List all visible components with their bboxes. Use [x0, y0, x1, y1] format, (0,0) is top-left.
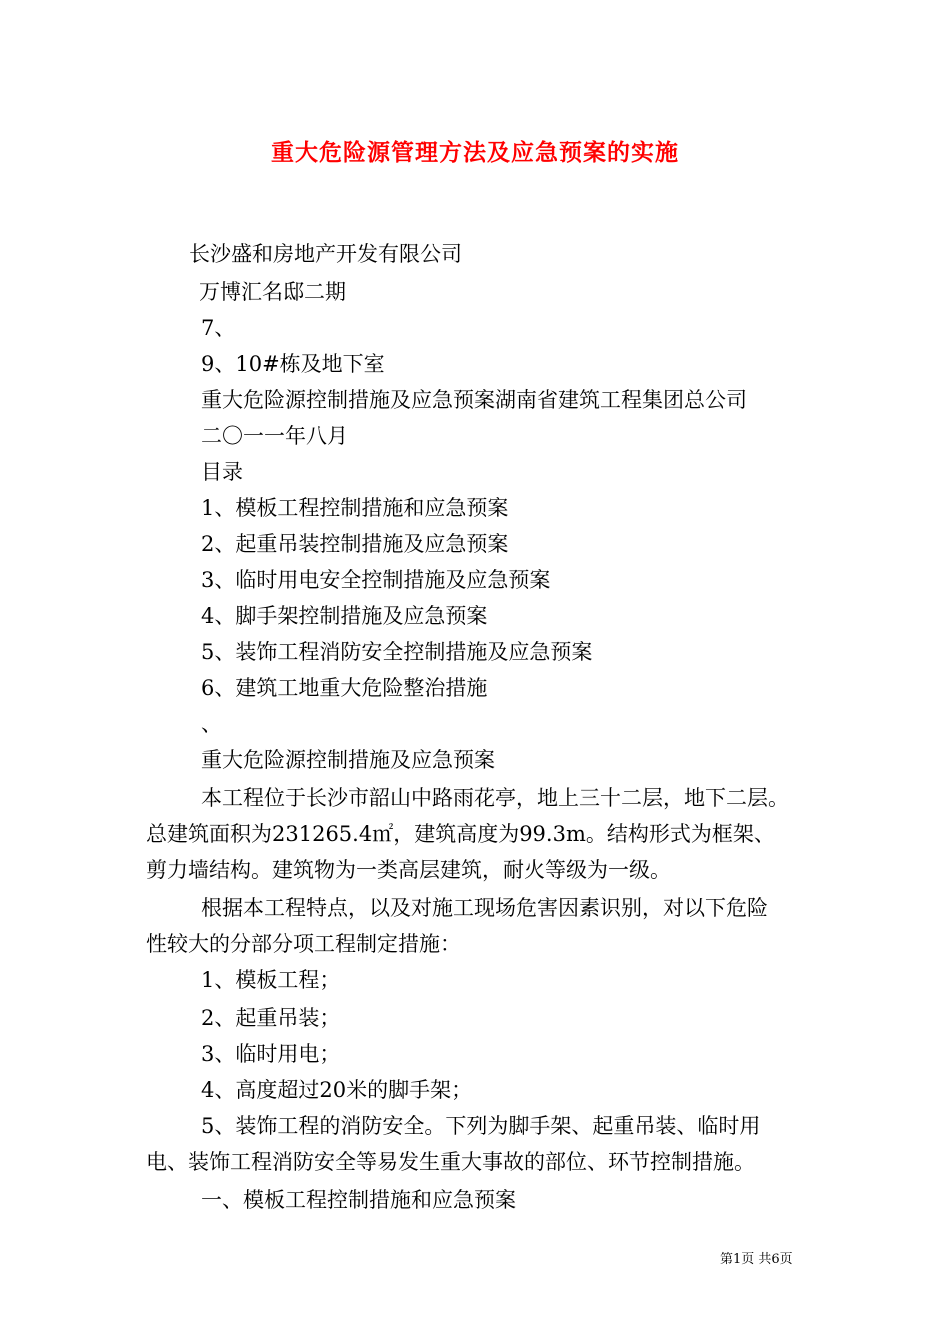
list-item: 4、高度超过20米的脚手架； — [201, 1078, 473, 1102]
toc-item: 6、建筑工地重大危险整治措施 — [201, 676, 488, 700]
paragraph-line: 本工程位于长沙市韶山中路雨花亭，地上三十二层，地下二层。 — [201, 786, 789, 810]
paragraph-line: 剪力墙结构。建筑物为一类高层建筑，耐火等级为一级。 — [146, 858, 671, 882]
toc-heading: 目录 — [201, 460, 243, 484]
cover-subtitle: 重大危险源控制措施及应急预案湖南省建筑工程集团总公司 — [201, 388, 747, 412]
cover-date: 二〇一一年八月 — [201, 424, 348, 448]
toc-item: 2、起重吊装控制措施及应急预案 — [201, 532, 509, 556]
toc-item: 4、脚手架控制措施及应急预案 — [201, 604, 488, 628]
subsection-heading: 一、模板工程控制措施和应急预案 — [201, 1188, 516, 1212]
list-item: 5、装饰工程的消防安全。下列为脚手架、起重吊装、临时用 — [201, 1114, 761, 1138]
cover-company: 长沙盛和房地产开发有限公司 — [189, 242, 462, 266]
cover-project: 万博汇名邸二期 — [199, 280, 346, 304]
cover-building-b: 9、10#栋及地下室 — [201, 352, 385, 376]
section-heading: 重大危险源控制措施及应急预案 — [201, 748, 495, 772]
page-number: 第1页 共6页 — [720, 1252, 793, 1267]
list-item: 3、临时用电； — [201, 1042, 341, 1066]
toc-item: 5、装饰工程消防安全控制措施及应急预案 — [201, 640, 593, 664]
list-item: 1、模板工程； — [201, 968, 341, 992]
toc-item: 1、模板工程控制措施和应急预案 — [201, 496, 509, 520]
cover-building-a: 7、 — [201, 316, 236, 340]
toc-item: 3、临时用电安全控制措施及应急预案 — [201, 568, 551, 592]
paragraph-line: 性较大的分部分项工程制定措施： — [146, 932, 461, 956]
paragraph-line: 总建筑面积为231265.4㎡，建筑高度为99.3m。结构形式为框架、 — [146, 822, 775, 846]
toc-separator: 、 — [201, 712, 222, 736]
document-title: 重大危险源管理方法及应急预案的实施 — [271, 139, 679, 166]
paragraph-line: 电、装饰工程消防安全等易发生重大事故的部位、环节控制措施。 — [146, 1150, 755, 1174]
list-item: 2、起重吊装； — [201, 1006, 341, 1030]
paragraph-line: 根据本工程特点，以及对施工现场危害因素识别，对以下危险 — [201, 896, 768, 920]
